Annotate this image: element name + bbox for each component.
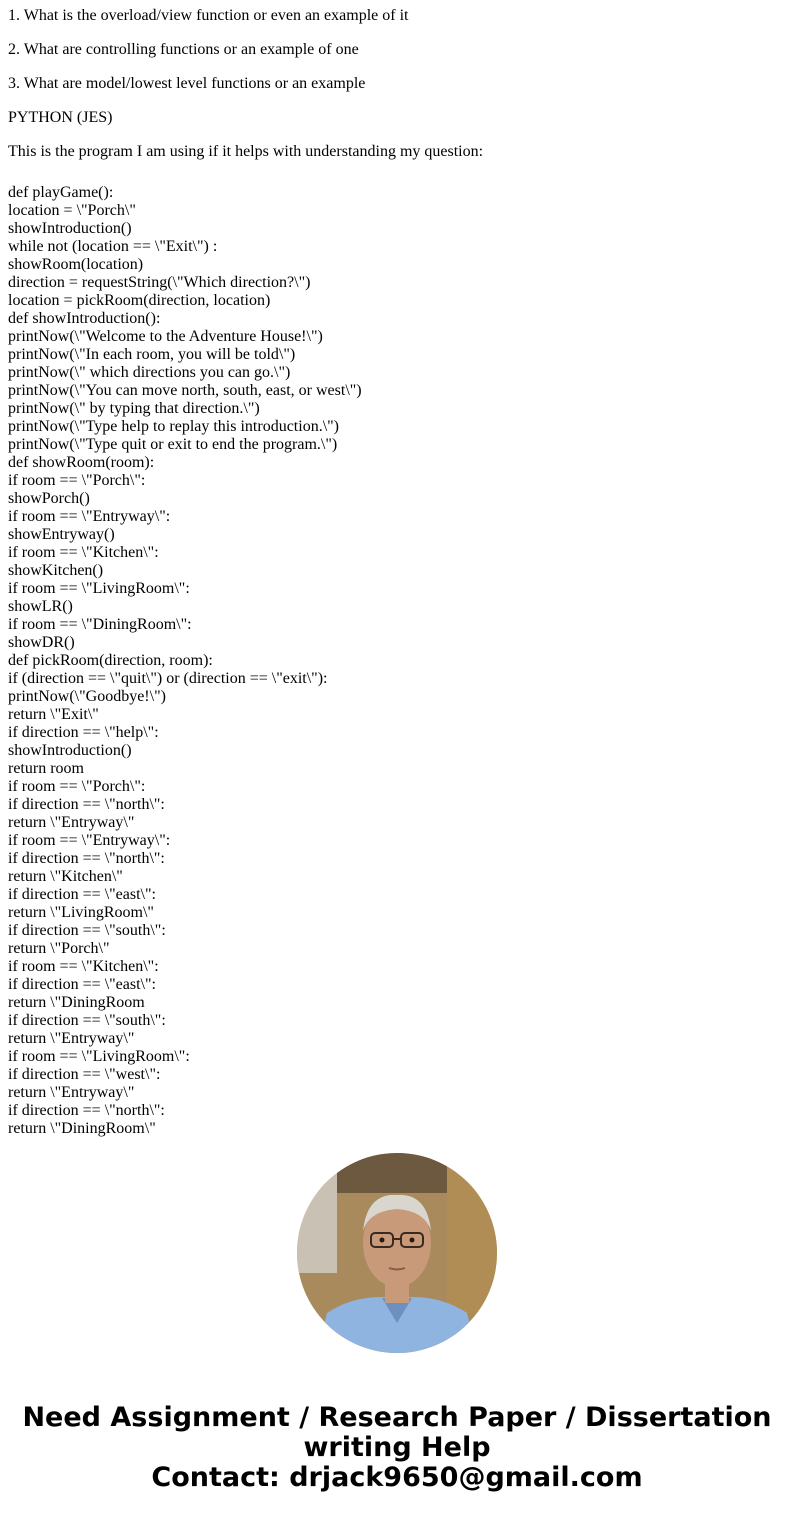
code-line: if room == \"LivingRoom\": (8, 1048, 190, 1065)
code-line: return \"Exit\" (8, 706, 99, 723)
code-line: if room == \"LivingRoom\": (8, 580, 190, 597)
code-line: return \"Entryway\" (8, 814, 135, 831)
code-line: return room (8, 760, 84, 777)
code-line: location = pickRoom(direction, location) (8, 292, 271, 309)
code-line: if room == \"Kitchen\": (8, 544, 159, 561)
code-line: return \"Entryway\" (8, 1084, 135, 1101)
code-line: return \"DiningRoom (8, 994, 145, 1011)
language-label: PYTHON (JES) (8, 109, 113, 126)
code-line: if direction == \"south\": (8, 1012, 166, 1029)
code-line: return \"DiningRoom\" (8, 1120, 156, 1137)
code-line: if room == \"Porch\": (8, 778, 146, 795)
promo-footer (0, 1403, 794, 1493)
avatar-portrait (297, 1153, 497, 1353)
code-line: if room == \"Kitchen\": (8, 958, 159, 975)
code-line: def showRoom(room): (8, 454, 155, 471)
code-line: showLR() (8, 598, 73, 615)
code-line: def showIntroduction(): (8, 310, 161, 327)
code-line: printNow(\"Goodbye!\") (8, 688, 166, 705)
code-line: if room == \"DiningRoom\": (8, 616, 192, 633)
program-intro: This is the program I am using if it helps with understanding my question: (8, 143, 484, 160)
code-line: printNow(\" which directions you can go.\") (8, 364, 291, 381)
code-line: if direction == \"north\": (8, 796, 165, 813)
code-listing (8, 184, 788, 1138)
code-line: def pickRoom(direction, room): (8, 652, 213, 669)
question-2: 2. What are controlling functions or an example of one (8, 41, 359, 58)
code-line: if direction == \"north\": (8, 1102, 165, 1119)
code-line: if direction == \"south\": (8, 922, 166, 939)
question-3: 3. What are model/lowest level functions or an example (8, 75, 366, 92)
code-line: if (direction == \"quit\") or (direction == \"exit\"): (8, 670, 328, 687)
code-line: showDR() (8, 634, 75, 651)
code-line: location = \"Porch\" (8, 202, 136, 219)
code-line: if direction == \"north\": (8, 850, 165, 867)
code-line: while not (location == \"Exit\") : (8, 238, 218, 255)
code-line: showKitchen() (8, 562, 104, 579)
code-line: showIntroduction() (8, 742, 132, 759)
code-line: direction = requestString(\"Which direction?\") (8, 274, 311, 291)
code-line: printNow(\"Type quit or exit to end the program.\") (8, 436, 338, 453)
code-line: if direction == \"east\": (8, 976, 156, 993)
code-line: if direction == \"east\": (8, 886, 156, 903)
code-line: if direction == \"help\": (8, 724, 159, 741)
code-line: return \"Kitchen\" (8, 868, 123, 885)
code-line: printNow(\"You can move north, south, east, or west\") (8, 382, 362, 399)
code-line: printNow(\"Welcome to the Adventure House!\") (8, 328, 323, 345)
promo-contact: Contact: drjack9650@gmail.com (151, 1462, 643, 1493)
code-line: if direction == \"west\": (8, 1066, 161, 1083)
code-line: showRoom(location) (8, 256, 144, 273)
code-line: printNow(\"In each room, you will be told\") (8, 346, 296, 363)
code-line: showIntroduction() (8, 220, 132, 237)
promo-line-2: writing Help (303, 1432, 491, 1463)
code-line: def playGame(): (8, 184, 114, 201)
promo-line-1: Need Assignment / Research Paper / Dissertation (22, 1402, 772, 1433)
code-line: printNow(\" by typing that direction.\") (8, 400, 260, 417)
code-line: showPorch() (8, 490, 90, 507)
avatar (297, 1153, 497, 1353)
code-line: printNow(\"Type help to replay this introduction.\") (8, 418, 339, 435)
code-line: if room == \"Entryway\": (8, 508, 171, 525)
code-line: if room == \"Porch\": (8, 472, 146, 489)
code-line: showEntryway() (8, 526, 115, 543)
code-line: if room == \"Entryway\": (8, 832, 171, 849)
document-body (8, 0, 788, 1299)
code-line: return \"LivingRoom\" (8, 904, 154, 921)
code-line: return \"Entryway\" (8, 1030, 135, 1047)
code-line: return \"Porch\" (8, 940, 110, 957)
question-1: 1. What is the overload/view function or even an example of it (8, 7, 409, 24)
code-listing-container[interactable] (8, 177, 788, 1299)
